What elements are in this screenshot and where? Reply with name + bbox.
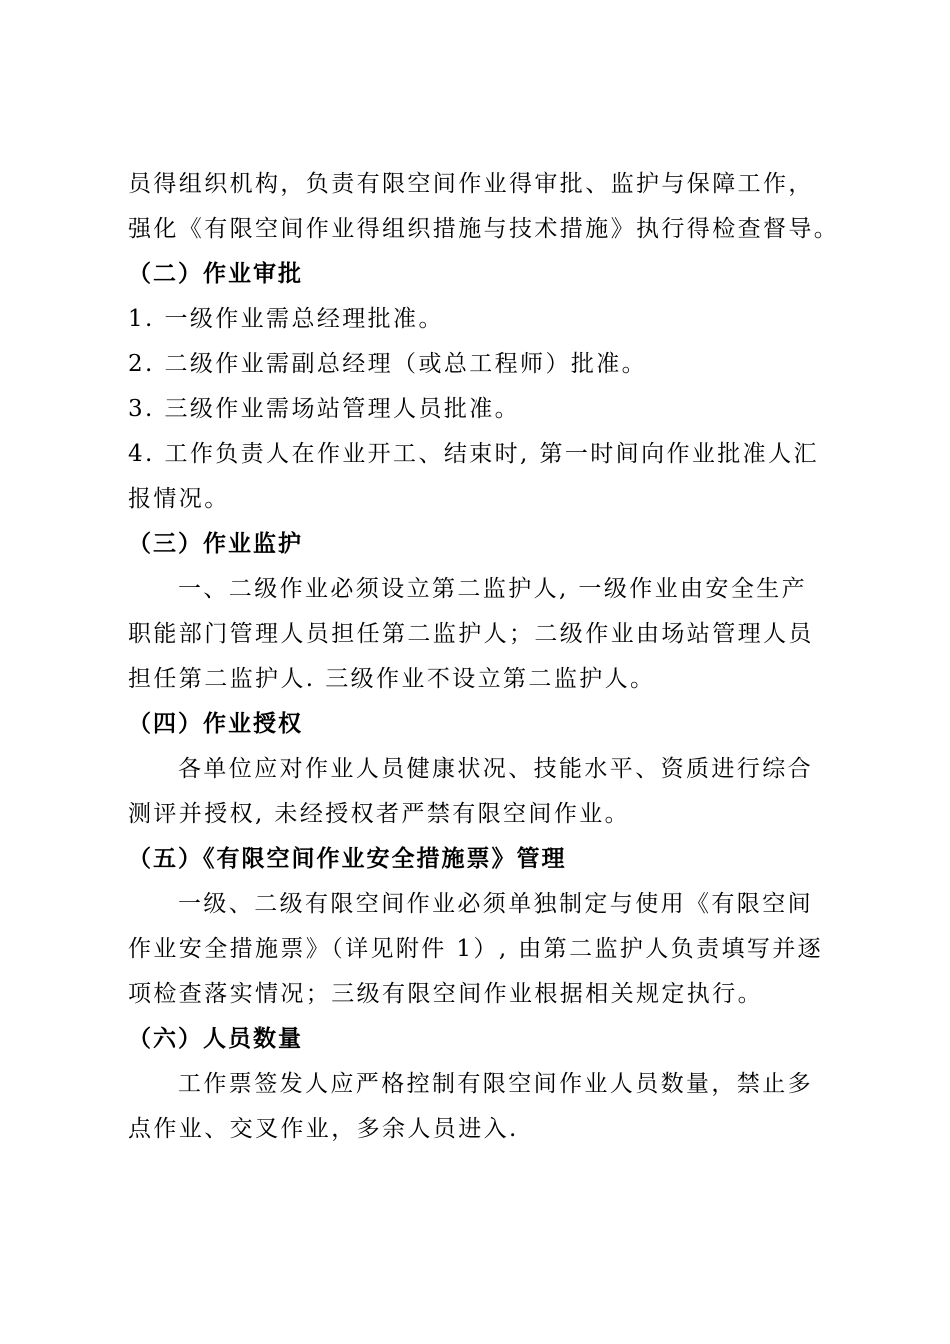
approval-item-3: 3. 三级作业需场站管理人员批准。 [128, 396, 521, 422]
supervision-line-2: 职能部门管理人员担任第二监护人；二级作业由场站管理人员 [128, 621, 814, 647]
intro-line-2: 强化《有限空间作业得组织措施与技术措施》执行得检查督导。 [128, 216, 840, 242]
document-body [128, 162, 840, 1152]
personnel-line-2: 点作业、交叉作业，多余人员进入. [128, 1116, 519, 1142]
approval-item-4-line-1: 4. 工作负责人在作业开工、结束时, 第一时间向作业批准人汇 [128, 441, 819, 467]
safety-ticket-line-3: 项检查落实情况；三级有限空间作业根据相关规定执行。 [128, 981, 763, 1007]
personnel-line-1: 工作票签发人应严格控制有限空间作业人员数量，禁止多 [178, 1071, 813, 1097]
section-heading-safety-ticket: （五）《有限空间作业安全措施票》管理 [128, 846, 567, 872]
section-heading-supervision: （三）作业监护 [128, 531, 303, 557]
authorization-line-1: 各单位应对作业人员健康状况、技能水平、资质进行综合 [178, 756, 813, 782]
safety-ticket-line-2: 作业安全措施票》（详见附件 1）, 由第二监护人负责填写并逐 [128, 936, 824, 962]
approval-item-1: 1. 一级作业需总经理批准。 [128, 306, 444, 332]
section-heading-personnel: （六）人员数量 [128, 1026, 303, 1052]
approval-item-2: 2. 二级作业需副总经理（或总工程师）批准。 [128, 351, 648, 377]
approval-item-4-line-2: 报情况。 [128, 486, 230, 512]
intro-line-1: 员得组织机构，负责有限空间作业得审批、监护与保障工作， [128, 171, 814, 197]
section-heading-authorization: （四）作业授权 [128, 711, 303, 737]
section-heading-approval: （二）作业审批 [128, 261, 303, 287]
authorization-line-2: 测评并授权, 未经授权者严禁有限空间作业。 [128, 801, 631, 827]
supervision-line-1: 一、二级作业必须设立第二监护人, 一级作业由安全生产 [178, 576, 808, 602]
safety-ticket-line-1: 一级、二级有限空间作业必须单独制定与使用《有限空间 [178, 891, 813, 917]
supervision-line-3: 担任第二监护人. 三级作业不设立第二监护人。 [128, 666, 656, 692]
